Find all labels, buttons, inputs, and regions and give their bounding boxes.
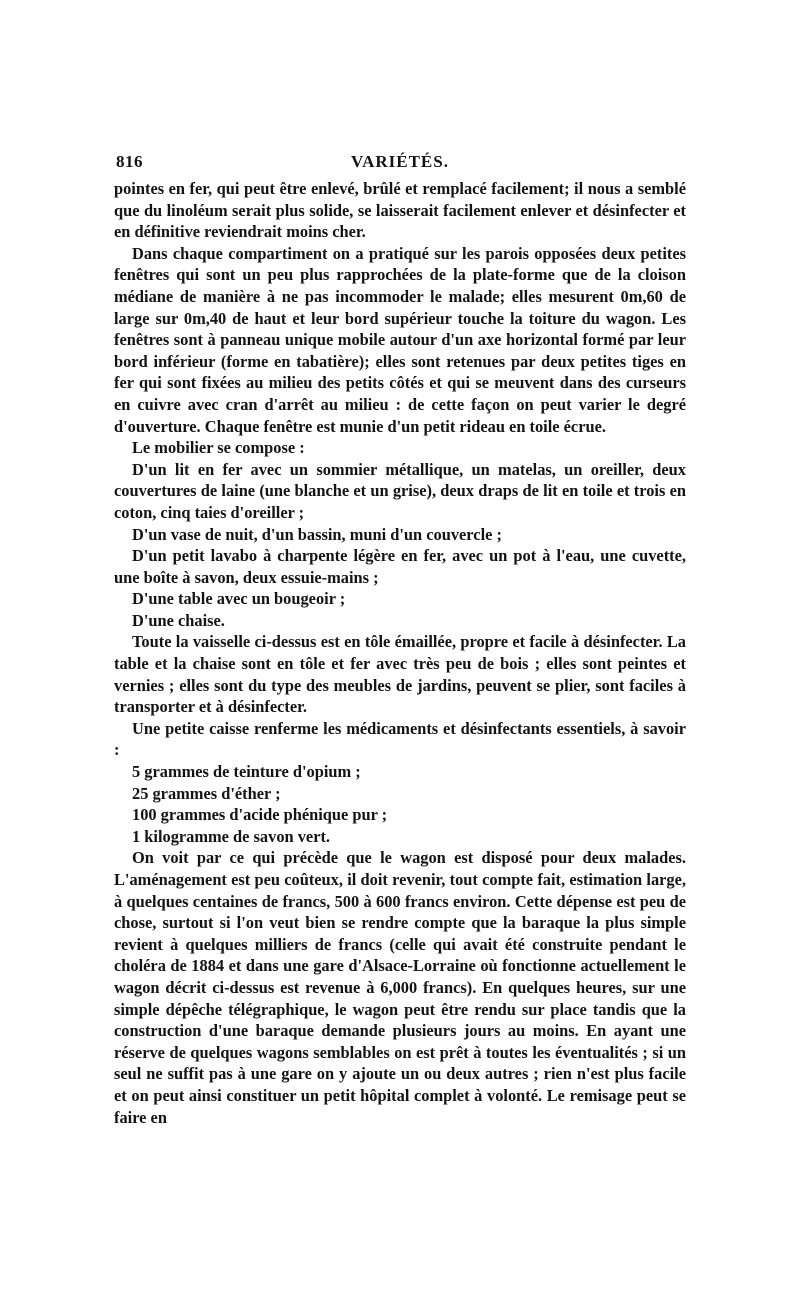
list-item-chamber-pot: D'un vase de nuit, d'un bassin, muni d'un couvercle ; <box>132 524 502 544</box>
book-page <box>114 148 686 1128</box>
list-item-bed: D'un lit en fer avec un sommier métallique, un matelas, un oreiller, deux couvertures de laine (une blanche et un grise), deux draps de lit en toile et trois en coton, cinq taies d'oreiller ; <box>114 459 686 522</box>
body-text <box>114 178 686 1128</box>
paragraph-enamel: Toute la vaisselle ci-dessus est en tôle émaillée, propre et facile à désinfecter. La table et la chaise sont en tôle et fer avec très peu de bois ; elles sont peintes et vernies ; elles sont du type des meubles de jardins, peuvent se plier, sont faciles à transporter et à désinfecter. <box>114 632 686 717</box>
page-number: 816 <box>116 152 143 171</box>
paragraph-linoleum: pointes en fer, qui peut être enlevé, brûlé et remplacé facilement; il nous a semblé que du linoléum serait plus solide, se laisserait facilement enlever et désinfecter et en définitive reviendrait moins cher. <box>114 179 686 242</box>
paragraph-furniture-intro: Le mobilier se compose : <box>132 438 305 458</box>
paragraph-windows: Dans chaque compartiment on a pratiqué sur les parois opposées deux petites fenêtres qui sont un peu plus rapprochées de la plate-forme que de la cloison médiane de manière à ne pas incommoder le malade; elles mesurent 0m,60 de large sur 0m,40 de haut et leur bord supérieur touche la toiture du wagon. Les fenêtres sont à panneau unique mobile autour d'un axe horizontal formé par leur bord inférieur (forme en tabatière); elles sont retenues par deux petites tiges en fer qui sont fixées au milieu des petits côtés et qui se meuvent dans des curseurs en cuivre avec cran d'arrêt au milieu : de cette façon on peut varier le degré d'ouverture. Chaque fenêtre est munie d'un petit rideau en toile écrue. <box>114 243 686 436</box>
list-item-table: D'une table avec un bougeoir ; <box>132 589 346 609</box>
list-item-soap: 1 kilogramme de savon vert. <box>132 826 331 846</box>
list-item-chair: D'une chaise. <box>132 610 225 630</box>
paragraph-cost: On voit par ce qui précède que le wagon est disposé pour deux malades. L'aménagement est peu coûteux, il doit revenir, tout compte fait, estimation large, à quelques centaines de francs, 500 à 600 francs environ. Cette dépense est peu de chose, surtout si l'on veut bien se rendre compte que la baraque la plus simple revient à quelques milliers de francs (celle qui avait été construite pendant le choléra de 1884 et dans une gare d'Alsace-Lorraine où fonctionne actuellement le wagon décrit ci-dessus est revenue à 6,000 francs). En quelques heures, sur une simple dépêche télégraphique, le wagon peut être rendu sur place tandis que la construction d'une baraque demande plusieurs jours au moins. En ayant une réserve de quelques wagons semblables on est prêt à toutes les éventualités ; si un seul ne suffit pas à une gare on y ajoute un ou deux autres ; rien n'est plus facile et on peut ainsi constituer un petit hôpital complet à volonté. Le remisage peut se faire en <box>114 848 686 1127</box>
running-title: VARIÉTÉS. <box>351 152 449 171</box>
list-item-phenic-acid: 100 grammes d'acide phénique pur ; <box>132 805 388 825</box>
list-item-ether: 25 grammes d'éther ; <box>132 783 281 803</box>
paragraph-medicine-box: Une petite caisse renferme les médicaments et désinfectants essentiels, à savoir : <box>114 718 686 760</box>
page-header <box>114 148 686 178</box>
list-item-opium: 5 grammes de teinture d'opium ; <box>132 762 361 782</box>
list-item-washstand: D'un petit lavabo à charpente légère en fer, avec un pot à l'eau, une cuvette, une boîte à savon, deux essuie-mains ; <box>114 546 686 587</box>
